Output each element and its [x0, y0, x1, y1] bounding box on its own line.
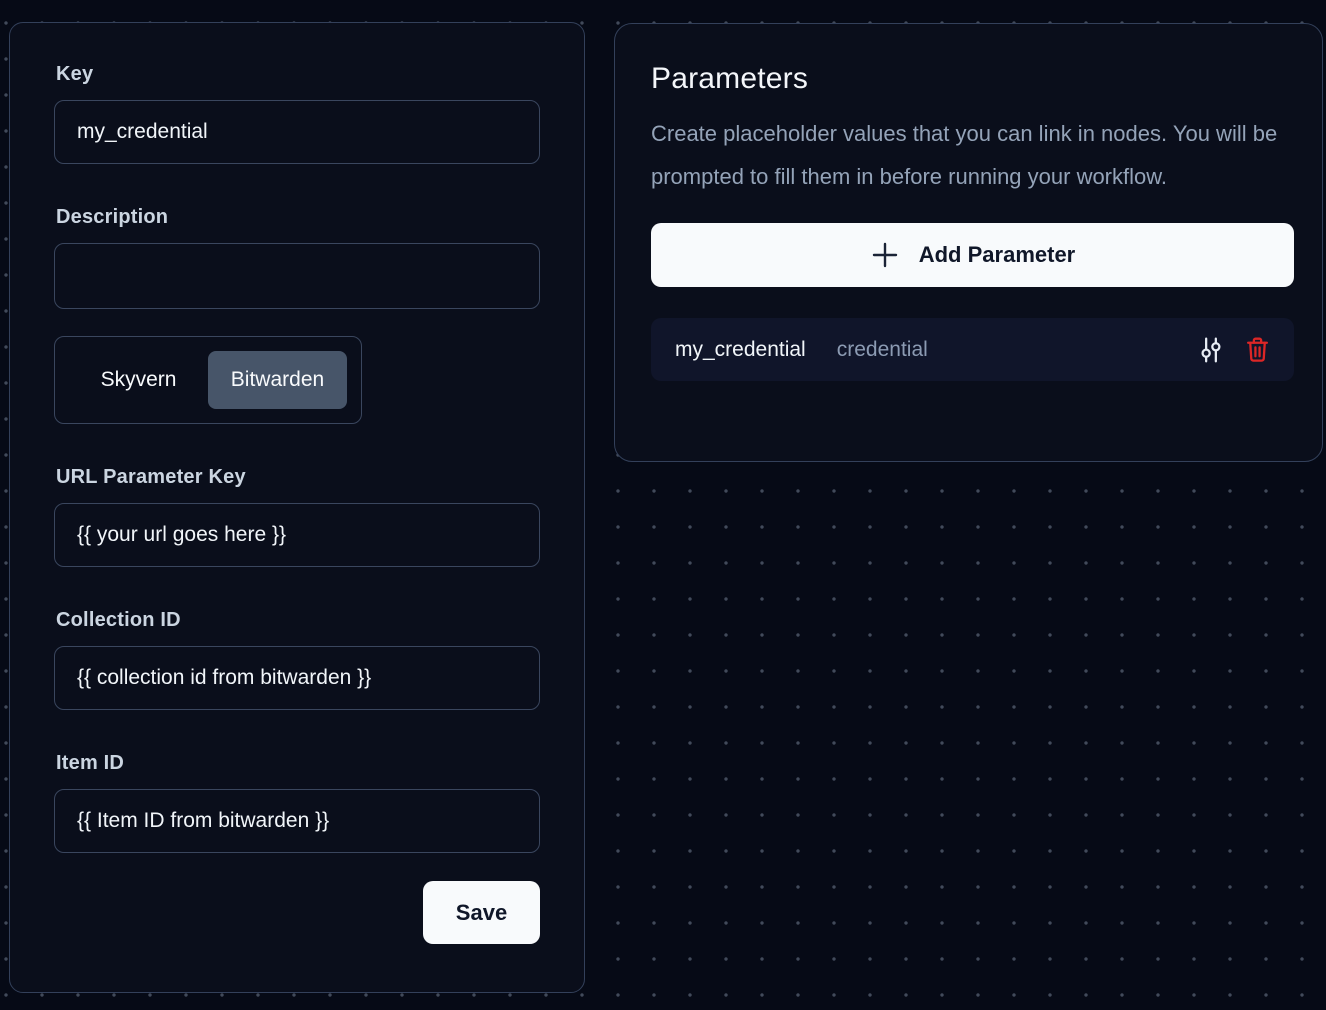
collection-id-input[interactable] [54, 646, 540, 710]
parameter-key: my_credential [675, 337, 806, 361]
item-id-label: Item ID [56, 752, 125, 774]
collection-id-label: Collection ID [56, 609, 181, 631]
edit-parameter-button[interactable] [1198, 336, 1224, 364]
url-parameter-key-input[interactable] [54, 503, 540, 567]
add-parameter-label: Add Parameter [918, 242, 1076, 267]
description-input[interactable] [54, 243, 540, 309]
key-label: Key [56, 63, 94, 85]
url-parameter-key-field [54, 466, 540, 567]
trash-icon [1245, 336, 1270, 363]
save-button[interactable]: Save [423, 881, 540, 944]
description-field [54, 206, 540, 309]
parameter-row [651, 318, 1294, 381]
item-id-field [54, 752, 540, 853]
credential-source-toggle [54, 336, 362, 424]
plus-icon [870, 240, 900, 270]
save-row [54, 881, 540, 944]
toggle-option-skyvern[interactable]: Skyvern [69, 351, 208, 409]
sliders-icon [1198, 336, 1224, 364]
parameters-description: Create placeholder values that you can link in nodes. You will be prompted to fill them in before running your workflow. [651, 121, 1278, 189]
parameters-panel [614, 23, 1323, 462]
url-parameter-key-label: URL Parameter Key [56, 466, 246, 488]
key-input[interactable] [54, 100, 540, 164]
collection-id-field [54, 609, 540, 710]
delete-parameter-button[interactable] [1245, 336, 1270, 363]
toggle-option-bitwarden[interactable]: Bitwarden [208, 351, 347, 409]
credential-form-panel [9, 22, 585, 993]
add-parameter-button[interactable] [651, 223, 1294, 287]
parameter-type: credential [836, 337, 928, 361]
parameters-title: Parameters [651, 62, 809, 95]
key-field [54, 63, 540, 164]
description-label: Description [56, 206, 169, 228]
item-id-input[interactable] [54, 789, 540, 853]
